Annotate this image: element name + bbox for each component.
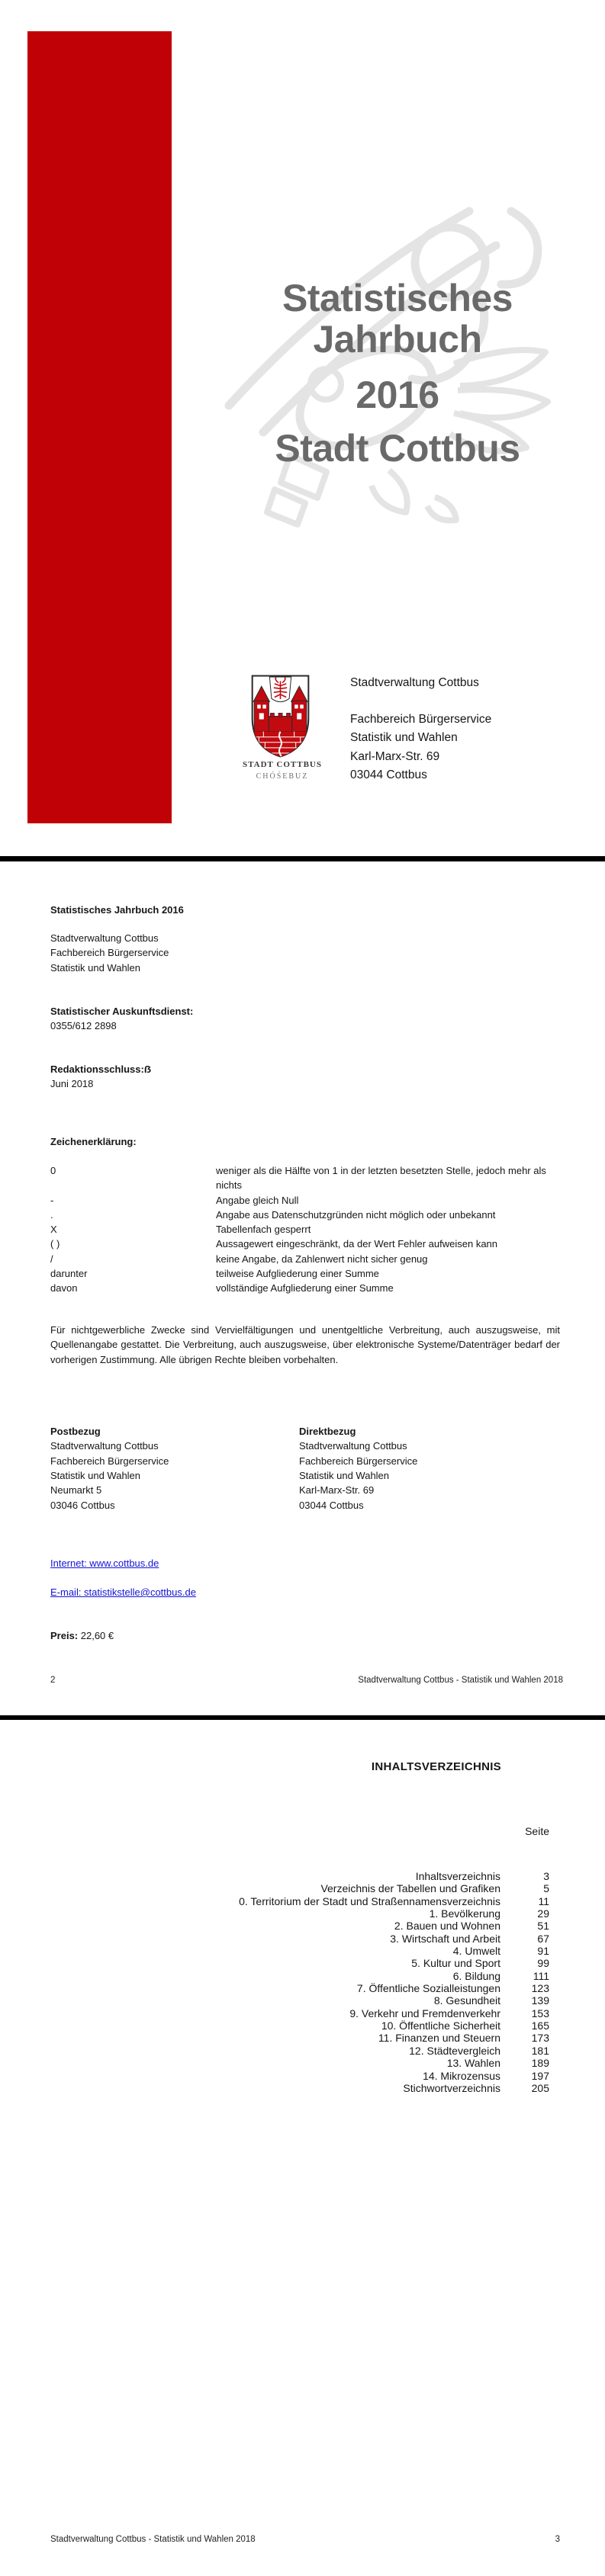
cover-address-block	[350, 711, 491, 784]
info-service-phone: 0355/612 2898	[50, 1020, 117, 1031]
legend-row	[50, 1266, 577, 1281]
legend-table	[50, 1163, 577, 1296]
legend-description: teilweise Aufgliederung einer Summe	[216, 1268, 379, 1280]
legend-symbol: X	[50, 1224, 57, 1236]
postal-order-heading: Postbezug	[50, 1426, 101, 1437]
toc-entry-label: 0. Territorium der Stadt und Straßennamensverzeichnis	[239, 1894, 500, 1907]
legend-description: vollständige Aufgliederung einer Summe	[216, 1282, 394, 1294]
postal-order-line: Stadtverwaltung Cottbus	[50, 1440, 159, 1452]
page2-number: 2	[50, 1676, 56, 1685]
toc-entry-label: 4. Umwelt	[452, 1945, 500, 1958]
cover-title-line-4: Stadt Cottbus	[275, 427, 520, 470]
toc-entry-page: 173	[531, 2032, 549, 2045]
toc-entry-page: 11	[538, 1894, 549, 1907]
toc-entry	[191, 1895, 549, 1907]
toc-entry-page: 189	[531, 2057, 549, 2070]
legend-description: Angabe aus Datenschutzgründen nicht möglich oder unbekannt	[216, 1208, 496, 1221]
legend-symbol: .	[50, 1208, 53, 1221]
legend-symbol: /	[50, 1253, 53, 1265]
toc-entry-label: 6. Bildung	[452, 1969, 500, 1982]
postal-order-line: Fachbereich Bürgerservice	[50, 1455, 169, 1467]
postal-order-block	[50, 1424, 169, 1513]
coat-of-arms-caption-sorbian: CHÓŚEBUZ	[256, 772, 309, 781]
direct-order-line: Fachbereich Bürgerservice	[299, 1455, 418, 1467]
toc-entry	[191, 2057, 549, 2069]
city-coat-of-arms	[249, 673, 311, 759]
toc-entry-page: 123	[531, 1982, 549, 1995]
toc-entry	[191, 1907, 549, 1920]
editorial-deadline-value: Juni 2018	[50, 1078, 94, 1089]
publisher-line: Fachbereich Bürgerservice	[50, 947, 169, 959]
coat-of-arms-caption-german: STADT COTTBUS	[243, 760, 322, 769]
page2-footer	[50, 1676, 563, 1685]
legend-row	[50, 1222, 577, 1237]
price-value: 22,60 €	[78, 1630, 114, 1641]
legend-description: keine Angabe, da Zahlenwert nicht sicher genug	[216, 1253, 428, 1265]
direct-order-heading: Direktbezug	[299, 1426, 356, 1437]
legend-row	[50, 1163, 577, 1193]
toc-entry	[191, 1957, 549, 1969]
legend-row	[50, 1193, 577, 1208]
publisher-line: Stadtverwaltung Cottbus	[50, 932, 159, 944]
copyright-paragraph: Für nichtgewerbliche Zwecke sind Vervielfältigungen und unentgeltliche Verbreitung, auch auszugsweise, mit Quellenangabe gestattet. Die Verbreitung, auch auszugsweise, über elektronische Systeme/Datenträger bedarf der vorherigen Zustimmung. Alle übrigen Rechte bleiben vorbehalten.	[50, 1324, 560, 1365]
toc-entry	[191, 2082, 549, 2094]
toc-page-column-label: Seite	[525, 1825, 549, 1837]
legend-symbol: ( )	[50, 1238, 60, 1250]
legend-description: weniger als die Hälfte von 1 in der letzten besetzten Stelle, jedoch mehr als nichts	[216, 1165, 546, 1192]
toc-list	[191, 1870, 549, 2094]
page3-footer-text: Stadtverwaltung Cottbus - Statistik und Wahlen 2018	[50, 2535, 256, 2544]
toc-entry-page: 205	[531, 2081, 549, 2094]
cover-title-line-1: Statistisches	[282, 277, 513, 319]
page3-footer	[50, 2535, 560, 2544]
cover-title-line-3: 2016	[356, 374, 439, 416]
toc-entry-page: 165	[531, 2019, 549, 2032]
toc-entry	[191, 2070, 549, 2082]
toc-entry	[191, 2032, 549, 2044]
toc-entry	[191, 1882, 549, 1894]
price-row	[50, 1628, 114, 1643]
legend-description: Angabe gleich Null	[216, 1194, 299, 1206]
toc-heading: INHALTSVERZEICHNIS	[371, 1760, 501, 1773]
toc-entry-label: 7. Öffentliche Sozialleistungen	[356, 1982, 500, 1995]
toc-entry	[191, 2019, 549, 2032]
toc-entry	[191, 1920, 549, 1932]
cover-address-line: Statistik und Wahlen	[350, 731, 458, 745]
cover-address-line: Fachbereich Bürgerservice	[350, 713, 492, 726]
page-separator	[0, 1715, 605, 1720]
toc-entry	[191, 1870, 549, 1882]
internet-link[interactable]: Internet: www.cottbus.de	[50, 1557, 159, 1569]
toc-entry-page: 67	[537, 1932, 549, 1945]
legend-symbol: davon	[50, 1282, 78, 1294]
direct-order-line: 03044 Cottbus	[299, 1499, 364, 1511]
direct-order-line: Statistik und Wahlen	[299, 1470, 390, 1482]
toc-entry-label: Verzeichnis der Tabellen und Grafiken	[320, 1882, 500, 1895]
toc-entry-page: 51	[537, 1920, 549, 1933]
info-service-label: Statistischer Auskunftsdienst:	[50, 1006, 194, 1017]
toc-entry-page: 29	[537, 1907, 549, 1920]
toc-entry-label: 5. Kultur und Sport	[411, 1957, 500, 1970]
toc-entry-page: 91	[537, 1945, 549, 1958]
page2-footer-text: Stadtverwaltung Cottbus - Statistik und Wahlen 2018	[358, 1676, 563, 1685]
imprint-heading: Statistisches Jahrbuch 2016	[50, 904, 184, 916]
legend-symbol: -	[50, 1194, 54, 1206]
coat-of-arms-icon	[249, 673, 311, 759]
email-link[interactable]: E-mail: statistikstelle@cottbus.de	[50, 1586, 196, 1598]
legend-row	[50, 1208, 577, 1222]
toc-entry-page: 3	[543, 1870, 549, 1882]
toc-entry	[191, 2007, 549, 2019]
publisher-block	[50, 931, 169, 975]
cover-address-org: Stadtverwaltung Cottbus	[350, 676, 479, 689]
cover-title-line-2: Jahrbuch	[313, 318, 482, 361]
price-label: Preis:	[50, 1630, 79, 1641]
toc-entry-label: 14. Mikrozensus	[423, 2069, 500, 2082]
toc-entry	[191, 1945, 549, 1957]
direct-order-line: Karl-Marx-Str. 69	[299, 1484, 375, 1497]
toc-entry-label: 12. Städtevergleich	[409, 2044, 500, 2057]
publisher-line: Statistik und Wahlen	[50, 961, 141, 974]
toc-entry-label: 8. Gesundheit	[433, 1994, 500, 2007]
direct-order-line: Stadtverwaltung Cottbus	[299, 1440, 407, 1452]
toc-entry	[191, 1970, 549, 1982]
page-separator	[0, 856, 605, 861]
toc-entry-page: 181	[531, 2044, 549, 2057]
legend-row	[50, 1281, 577, 1295]
toc-entry-page: 99	[537, 1957, 549, 1970]
toc-entry-label: 10. Öffentliche Sicherheit	[381, 2019, 500, 2032]
toc-entry-label: 13. Wahlen	[446, 2057, 500, 2070]
toc-entry-label: 2. Bauen und Wohnen	[394, 1920, 500, 1933]
postal-order-line: Statistik und Wahlen	[50, 1470, 141, 1482]
legend-row	[50, 1237, 577, 1251]
toc-entry-page: 197	[531, 2069, 549, 2082]
editorial-deadline-label: Redaktionsschluss:ẞ	[50, 1063, 152, 1075]
legend-row	[50, 1252, 577, 1266]
toc-entry	[191, 1982, 549, 1994]
toc-entry-page: 139	[531, 1994, 549, 2007]
toc-entry	[191, 1933, 549, 1945]
legend-description: Aussagewert eingeschränkt, da der Wert Fehler aufweisen kann	[216, 1238, 498, 1250]
legend-heading: Zeichenerklärung:	[50, 1136, 137, 1147]
toc-entry	[191, 2045, 549, 2057]
postal-order-line: Neumarkt 5	[50, 1484, 102, 1497]
legend-description: Tabellenfach gesperrt	[216, 1224, 311, 1236]
toc-entry-page: 153	[531, 2007, 549, 2019]
direct-order-block	[299, 1424, 417, 1513]
cover-address-line: 03044 Cottbus	[350, 768, 427, 781]
toc-entry-label: 1. Bevölkerung	[429, 1907, 500, 1920]
toc-entry-label: Inhaltsverzeichnis	[415, 1870, 500, 1882]
legend-symbol: 0	[50, 1165, 56, 1176]
legend-symbol: darunter	[50, 1268, 88, 1280]
toc-entry-label: 3. Wirtschaft und Arbeit	[390, 1932, 500, 1945]
toc-entry-label: 9. Verkehr und Fremdenverkehr	[349, 2007, 500, 2019]
toc-entry-label: Stichwortverzeichnis	[403, 2081, 500, 2094]
postal-order-line: 03046 Cottbus	[50, 1499, 115, 1511]
toc-entry-page: 5	[543, 1882, 549, 1895]
toc-entry	[191, 1994, 549, 2007]
page3-number: 3	[555, 2535, 560, 2544]
cover-address-line: Karl-Marx-Str. 69	[350, 749, 440, 763]
toc-entry-label: 11. Finanzen und Steuern	[378, 2032, 500, 2045]
cover-accent-bar	[27, 31, 172, 823]
toc-entry-page: 111	[533, 1969, 549, 1982]
